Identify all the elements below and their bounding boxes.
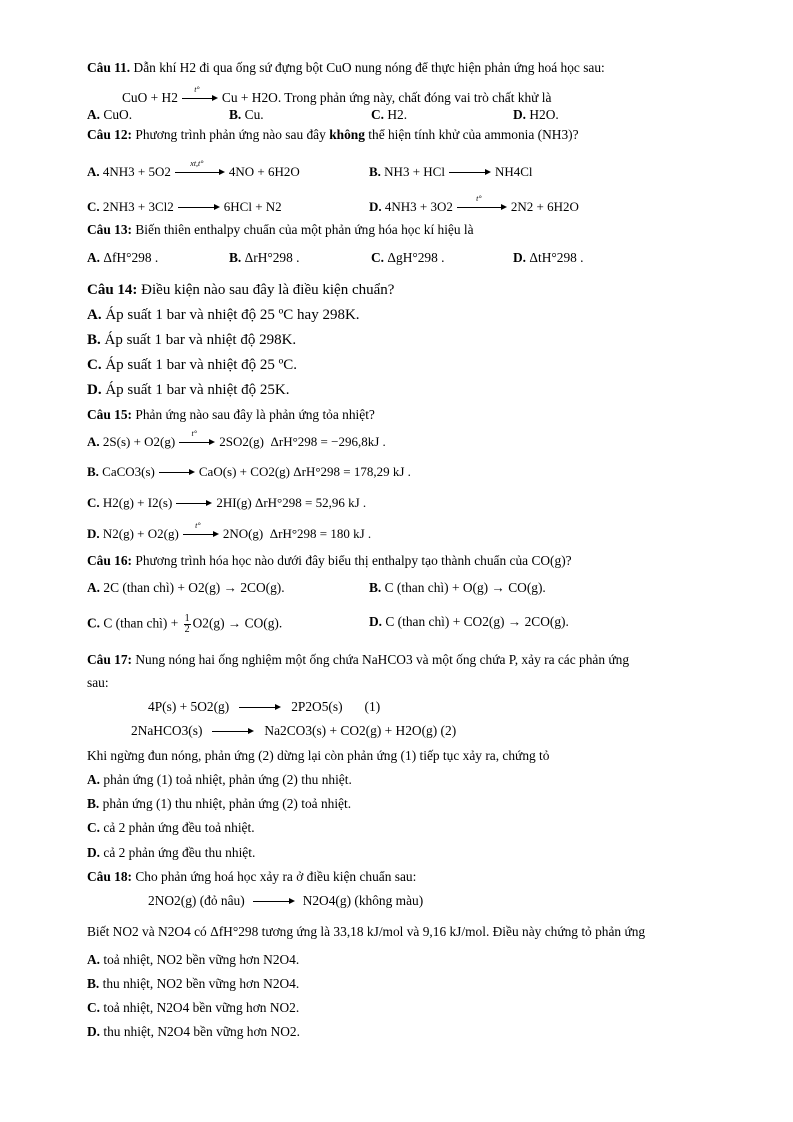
reaction-condition: t° [194, 84, 200, 94]
reaction-condition: xt,t° [190, 159, 204, 169]
option-label: A. [87, 164, 100, 179]
fraction-denominator: 2 [184, 624, 190, 635]
q15-option-c[interactable] [87, 495, 366, 511]
option-text: cả 2 phản ứng đều toả nhiệt. [103, 820, 255, 835]
reaction-arrow-icon [253, 897, 295, 907]
q13-option-a[interactable] [87, 250, 158, 266]
option-text: ΔtH°298 . [529, 250, 584, 265]
products: 2HI(g) [216, 495, 252, 510]
q17-option-c[interactable] [87, 820, 255, 836]
q16-option-c[interactable] [87, 614, 282, 635]
option-label: B. [369, 164, 381, 179]
option-label: D. [513, 107, 527, 122]
q12-option-b[interactable] [369, 164, 533, 180]
option-label: C. [87, 495, 100, 510]
option-label: D. [87, 845, 101, 860]
question-label: Câu 16: [87, 553, 133, 568]
reactants: 4NH3 + 3O2 [384, 199, 453, 214]
option-text: Áp suất 1 bar và nhiệt độ 25 ºC hay 298K. [105, 307, 360, 323]
question-text: sau: [87, 675, 109, 690]
question-emphasis: không [329, 127, 365, 142]
enthalpy-value: ΔrH°298 = 180 kJ . [269, 526, 372, 541]
q18-statement [87, 924, 645, 940]
reaction-arrow-icon [212, 727, 254, 737]
q12-option-c[interactable] [87, 199, 282, 215]
option-label: C. [87, 820, 101, 835]
question-12 [87, 127, 579, 143]
reaction-condition: t° [476, 194, 482, 204]
option-label: A. [87, 952, 101, 967]
fraction-numerator: 1 [184, 613, 190, 624]
q16-option-a[interactable] [87, 580, 285, 596]
products: 2SO2(g) [219, 434, 264, 449]
option-label: A. [87, 580, 101, 595]
option-text: thu nhiệt, NO2 bền vững hơn N2O4. [102, 976, 300, 991]
question-text: Biến thiên enthalpy chuẩn của một phản ứng hóa học kí hiệu là [135, 222, 474, 237]
option-label: A. [87, 250, 101, 265]
option-label: A. [87, 772, 101, 787]
question-label: Câu 13: [87, 222, 133, 237]
question-17 [87, 652, 629, 668]
reaction-condition: t° [195, 521, 201, 531]
question-text: Nung nóng hai ống nghiệm một ống chứa NaHCO3 và một ống chứa P, xảy ra các phản ứng [135, 652, 630, 667]
products: 2NO(g) [222, 526, 264, 541]
option-label: B. [87, 332, 101, 348]
option-text: Áp suất 1 bar và nhiệt độ 25 ºC. [105, 357, 298, 373]
q11-equation [122, 84, 552, 106]
question-label: Câu 11. [87, 60, 131, 75]
reactants: 2S(s) + O2(g) [102, 434, 176, 449]
option-label: D. [369, 614, 383, 629]
reactants: 2NH3 + 3Cl2 [102, 199, 174, 214]
products: 6HCl + N2 [223, 199, 282, 214]
q11-option-c[interactable] [371, 107, 407, 123]
q17-option-d[interactable] [87, 845, 255, 861]
reaction-arrow-icon [178, 203, 220, 213]
products: NH4Cl [494, 164, 533, 179]
q15-option-b[interactable] [87, 464, 411, 480]
question-text: Cho phản ứng hoá học xảy ra ở điều kiện chuẩn sau: [135, 869, 417, 884]
equation-number: (1) [364, 699, 381, 714]
q18-option-a[interactable] [87, 952, 299, 968]
question-14 [87, 281, 394, 299]
option-label: C. [87, 199, 100, 214]
reactants: NH3 + HCl [384, 164, 445, 179]
q12-option-d[interactable] [369, 194, 579, 215]
reaction-arrow-icon [239, 703, 281, 713]
reactants: N2(g) + O2(g) [102, 526, 179, 541]
question-text: thể hiện tính khử của ammonia (NH3)? [368, 127, 579, 142]
reaction-arrow-icon [457, 194, 507, 213]
reactants: 2NaHCO3(s) [131, 723, 203, 738]
q13-option-b[interactable] [229, 250, 300, 266]
option-text: 2C (than chì) + O2(g) → 2CO(g). [103, 580, 285, 595]
option-text: H2. [387, 107, 408, 122]
question-label: Câu 12: [87, 127, 133, 142]
option-label: A. [87, 434, 100, 449]
option-text: ΔfH°298 . [103, 250, 159, 265]
question-label: Câu 14: [87, 282, 138, 298]
option-text: Áp suất 1 bar và nhiệt độ 298K. [104, 332, 297, 348]
reaction-arrow-icon [176, 499, 212, 509]
reaction-arrow-icon [182, 84, 218, 104]
question-label: Câu 17: [87, 652, 133, 667]
q17-statement [87, 748, 549, 764]
question-label: Câu 18: [87, 869, 133, 884]
option-label: A. [87, 307, 102, 323]
question-13 [87, 222, 474, 238]
q13-option-c[interactable] [371, 250, 445, 266]
option-text: C (than chì) + O(g) → CO(g). [384, 580, 546, 595]
q12-option-a[interactable] [87, 159, 300, 180]
reactants: 4NH3 + 5O2 [102, 164, 171, 179]
option-text: O2(g) → CO(g). [192, 615, 283, 631]
reactants: CuO + H2 [122, 90, 178, 105]
q13-option-d[interactable] [513, 250, 584, 266]
option-label: B. [229, 250, 242, 265]
reactants: 2NO2(g) (đỏ nâu) [148, 893, 245, 908]
q11-option-b[interactable] [229, 107, 264, 123]
reaction-condition: t° [191, 429, 197, 439]
fraction [184, 614, 191, 635]
option-label: C. [371, 107, 385, 122]
option-label: B. [87, 976, 100, 991]
option-text: Áp suất 1 bar và nhiệt độ 25K. [105, 382, 290, 398]
products: Cu + H2O. Trong phản ứng này, chất đóng vai trò chất khử là [221, 90, 552, 105]
reaction-arrow-icon [183, 521, 219, 540]
reaction-arrow-icon [449, 168, 491, 178]
reactants: H2(g) + I2(s) [102, 495, 173, 510]
option-label: D. [87, 526, 100, 541]
option-text: phản ứng (1) thu nhiệt, phản ứng (2) toả nhiệt. [102, 796, 352, 811]
question-16 [87, 553, 572, 569]
q18-equation [148, 893, 423, 909]
enthalpy-value: ΔrH°298 = 178,29 kJ . [293, 464, 411, 479]
option-label: C. [371, 250, 385, 265]
option-text: Cu. [244, 107, 264, 122]
question-17-cont [87, 675, 109, 691]
q18-option-c[interactable] [87, 1000, 299, 1016]
products: 4NO + 6H2O [228, 164, 300, 179]
option-label: D. [87, 1024, 101, 1039]
products: Na2CO3(s) + CO2(g) + H2O(g) (2) [264, 723, 457, 738]
products: CaO(s) + CO2(g) [198, 464, 290, 479]
option-text: H2O. [529, 107, 559, 122]
products: 2N2 + 6H2O [510, 199, 579, 214]
option-label: C. [87, 1000, 101, 1015]
q18-option-d[interactable] [87, 1024, 300, 1040]
q17-equation-2 [131, 723, 456, 739]
reaction-arrow-icon [159, 468, 195, 478]
option-text: CuO. [103, 107, 133, 122]
question-text: Phản ứng nào sau đây là phản ứng tỏa nhiệt? [135, 407, 375, 422]
reaction-arrow-icon [179, 429, 215, 448]
q14-option-c[interactable] [87, 356, 297, 374]
products: N2O4(g) (không màu) [302, 893, 424, 908]
reactants: CaCO3(s) [102, 464, 155, 479]
enthalpy-value: ΔrH°298 = −296,8kJ . [270, 434, 386, 449]
q14-option-a[interactable] [87, 306, 360, 324]
q14-option-b[interactable] [87, 331, 296, 349]
question-text: Dẫn khí H2 đi qua ống sứ đựng bột CuO nung nóng để thực hiện phản ứng hoá học sau: [133, 60, 605, 75]
option-label: C. [87, 615, 101, 631]
option-label: D. [513, 250, 527, 265]
option-text: C (than chì) + CO2(g) → 2CO(g). [385, 614, 569, 629]
question-11 [87, 60, 605, 76]
option-label: A. [87, 107, 101, 122]
question-text: Khi ngừng đun nóng, phản ứng (2) dừng lại còn phản ứng (1) tiếp tục xảy ra, chứng tỏ [87, 748, 550, 763]
option-text: ΔrH°298 . [244, 250, 300, 265]
q18-option-b[interactable] [87, 976, 299, 992]
option-label: B. [87, 796, 100, 811]
option-label: B. [369, 580, 382, 595]
option-label: B. [87, 464, 99, 479]
option-text: toả nhiệt, NO2 bền vững hơn N2O4. [103, 952, 300, 967]
q15-option-a[interactable] [87, 429, 386, 450]
q15-option-d[interactable] [87, 521, 372, 542]
q17-option-b[interactable] [87, 796, 351, 812]
q17-option-a[interactable] [87, 772, 352, 788]
option-text: phản ứng (1) toả nhiệt, phản ứng (2) thu nhiệt. [103, 772, 352, 787]
option-text: toả nhiệt, N2O4 bền vững hơn NO2. [103, 1000, 300, 1015]
question-text: Biết NO2 và N2O4 có ΔfH°298 tương ứng là 33,18 kJ/mol và 9,16 kJ/mol. Điều này chứng tỏ phản ứng [87, 924, 646, 939]
question-text: Phương trình phản ứng nào sau đây [135, 127, 326, 142]
option-label: C. [87, 357, 102, 373]
reaction-arrow-icon [175, 159, 225, 178]
q17-equation-1 [148, 699, 380, 715]
option-label: B. [229, 107, 242, 122]
reactants: 4P(s) + 5O2(g) [148, 699, 230, 714]
q14-option-d[interactable] [87, 381, 289, 399]
option-text: ΔgH°298 . [387, 250, 445, 265]
q11-option-d[interactable] [513, 107, 559, 123]
products: 2P2O5(s) [291, 699, 343, 714]
q11-option-a[interactable] [87, 107, 132, 123]
q16-option-b[interactable] [369, 580, 546, 596]
option-text: C (than chì) + [103, 615, 179, 631]
question-text: Phương trình hóa học nào dưới đây biểu thị enthalpy tạo thành chuẩn của CO(g)? [135, 553, 572, 568]
question-18 [87, 869, 416, 885]
option-label: D. [87, 382, 102, 398]
question-text: Điều kiện nào sau đây là điều kiện chuẩn? [141, 282, 395, 298]
enthalpy-value: ΔrH°298 = 52,96 kJ . [254, 495, 367, 510]
question-label: Câu 15: [87, 407, 133, 422]
option-text: thu nhiệt, N2O4 bền vững hơn NO2. [103, 1024, 300, 1039]
option-label: D. [369, 199, 382, 214]
q16-option-d[interactable] [369, 614, 569, 630]
question-15 [87, 407, 375, 423]
option-text: cả 2 phản ứng đều thu nhiệt. [103, 845, 256, 860]
